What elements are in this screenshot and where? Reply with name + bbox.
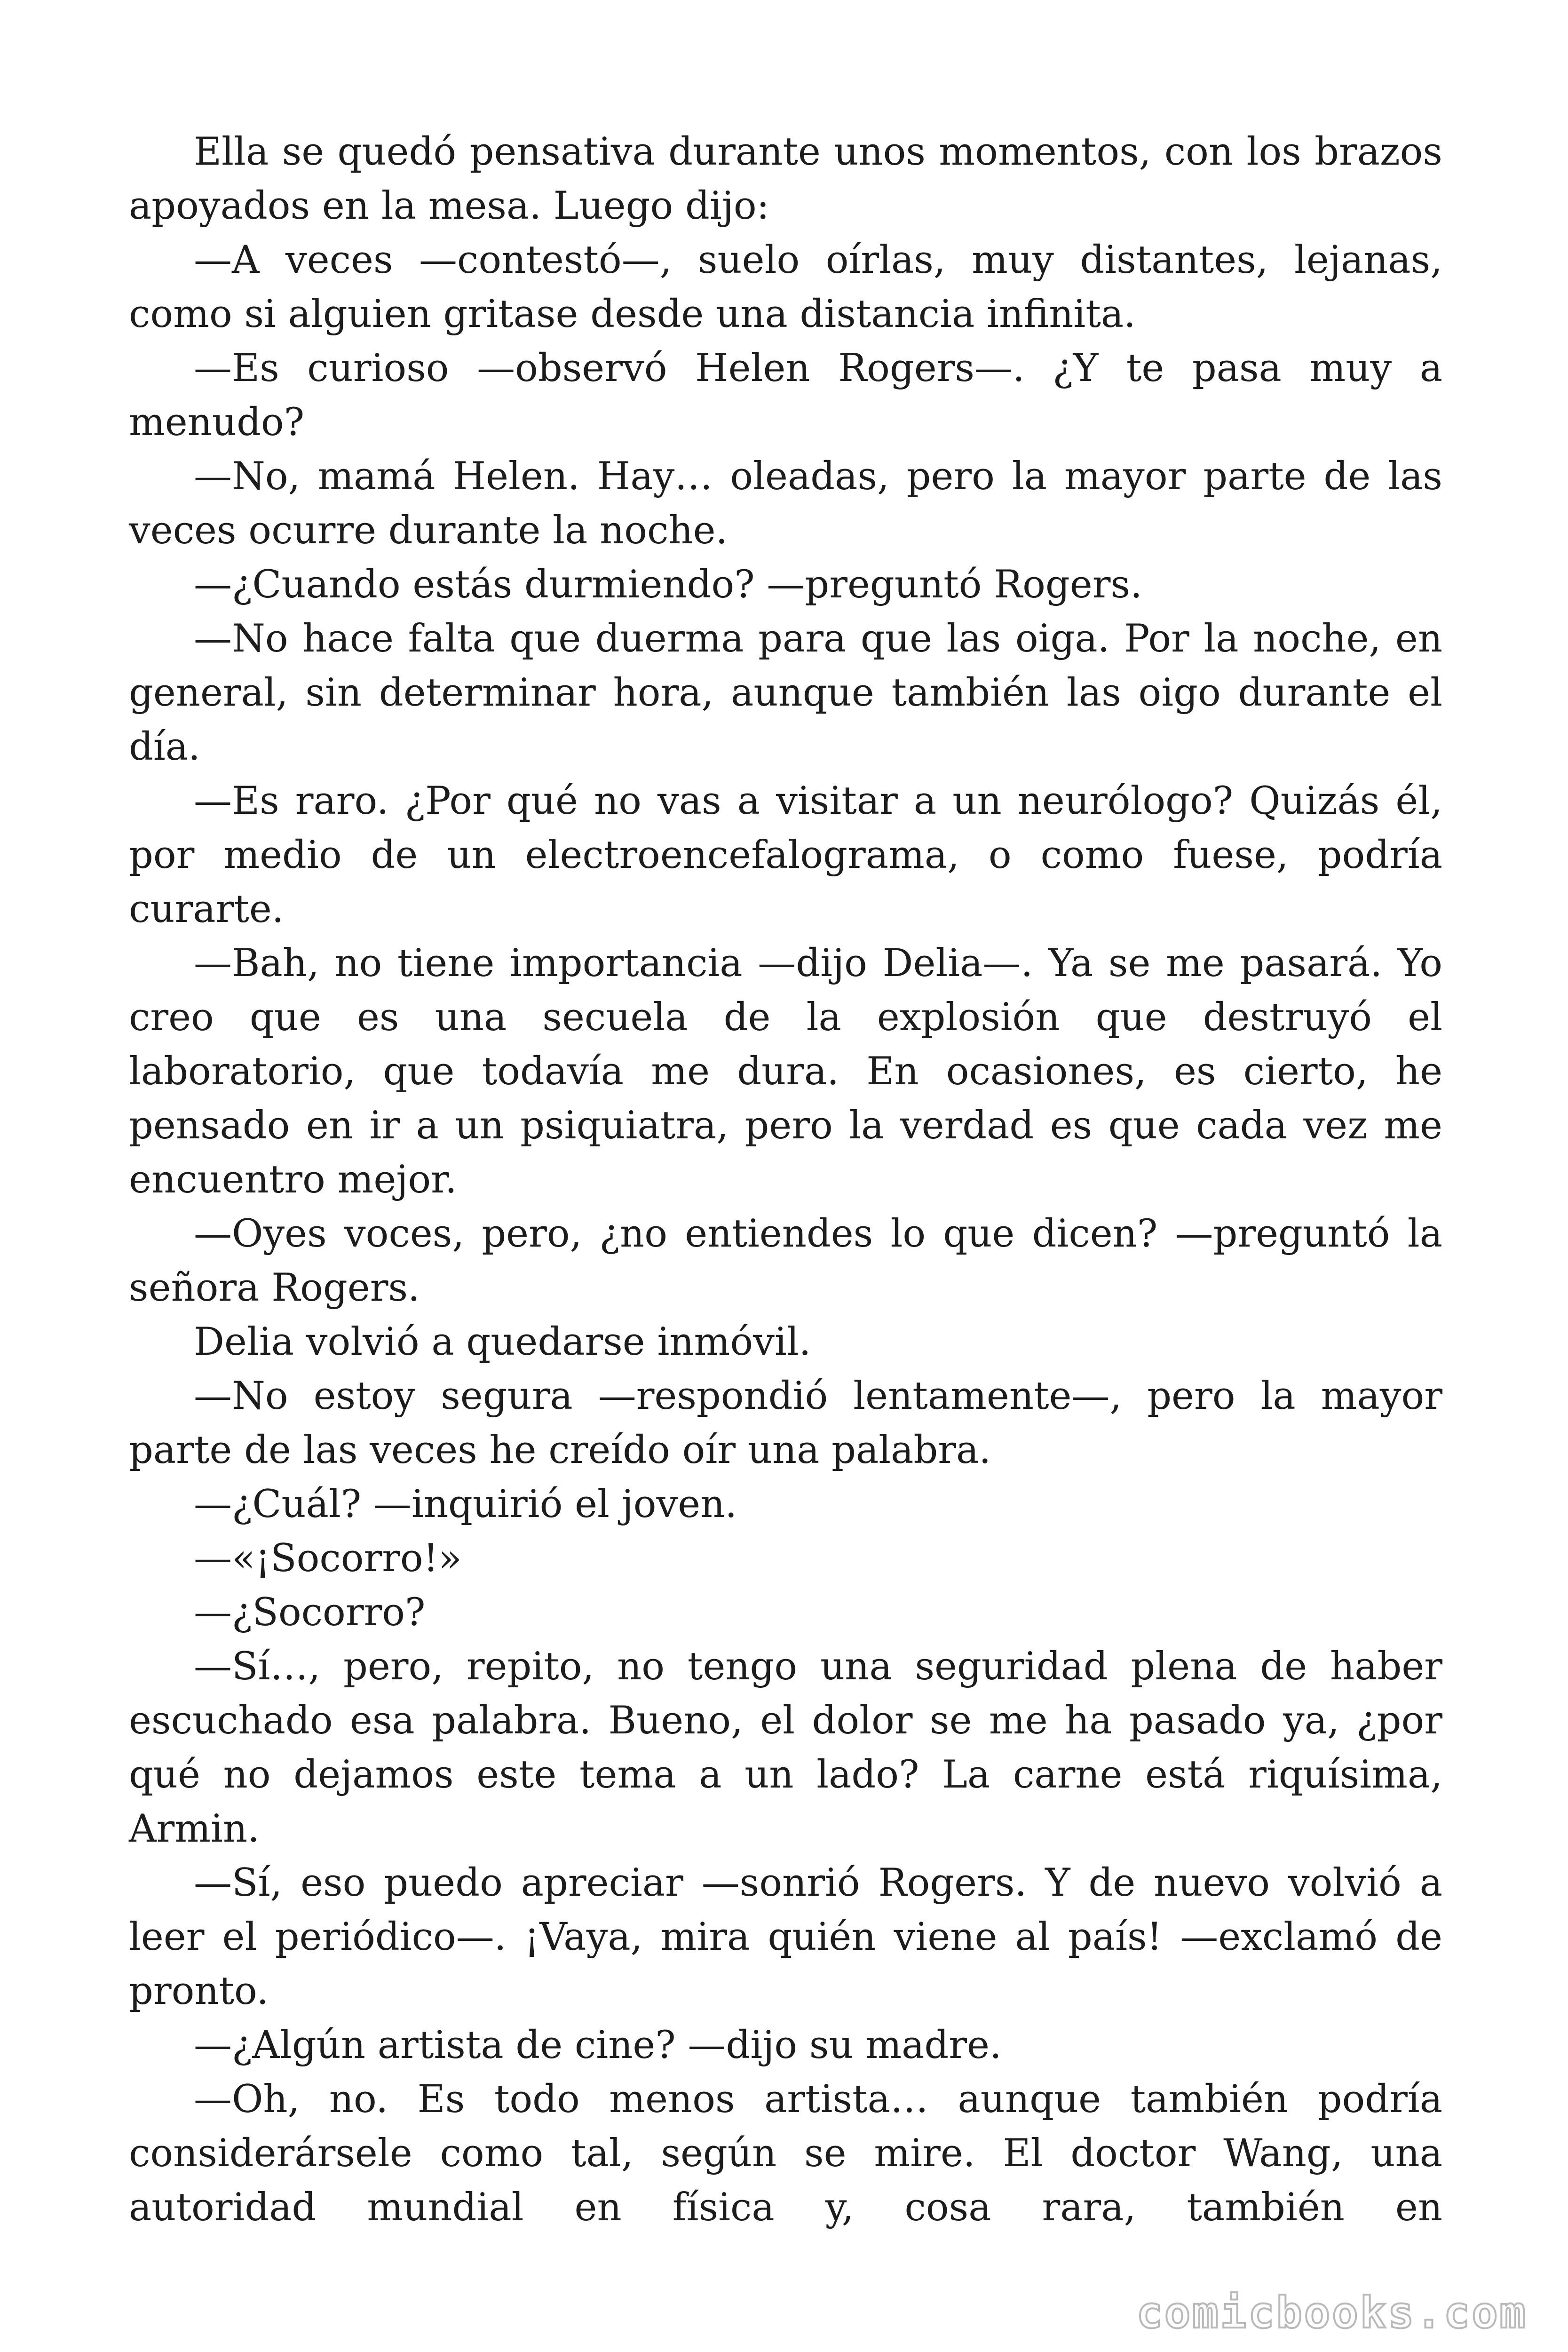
paragraph-9: —Oyes voces, pero, ¿no entiendes lo que dicen? —preguntó la señora Rogers. [129, 1212, 1442, 1310]
paragraph-17: —¿Algún artista de cine? —dijo su madre. [194, 2023, 1002, 2067]
paragraph-2: —A veces —contestó—, suelo oírlas, muy distantes, lejanas, como si alguien gritase desde una distancia infinita. [129, 238, 1442, 336]
paragraph-5: —¿Cuando estás durmiendo? —preguntó Rogers. [194, 563, 1142, 607]
paragraph-11: —No estoy segura —respondió lentamente—, pero la mayor parte de las veces he creído oír una palabra. [129, 1374, 1442, 1472]
paragraph-4: —No, mamá Helen. Hay… oleadas, pero la mayor parte de las veces ocurre durante la noche. [129, 454, 1442, 553]
paragraph-16: —Sí, eso puedo apreciar —sonrió Rogers. Y de nuevo volvió a leer el periódico—. ¡Vaya, mira quién viene al país! —exclamó de pronto. [129, 1861, 1442, 2013]
paragraph-15: —Sí…, pero, repito, no tengo una seguridad plena de haber escuchado esa palabra. Bueno, el dolor se me ha pasado ya, ¿por qué no dejamos este tema a un lado? La carne está riquísima, Armin. [129, 1645, 1442, 1851]
paragraph-18: —Oh, no. Es todo menos artista… aunque también podría considerársele como tal, según se mire. El doctor Wang, una autoridad mundial en física y, cosa rara, también en [129, 2077, 1442, 2230]
paragraph-8: —Bah, no tiene importancia —dijo Delia—. Ya se me pasará. Yo creo que es una secuela de la explosión que destruyó el laboratorio, que todavía me dura. En ocasiones, es cierto, he pensado en ir a un psiquiatra, pero la verdad es que cada vez me encuentro mejor. [129, 941, 1442, 1202]
paragraph-1: Ella se quedó pensativa durante unos momentos, con los brazos apoyados en la mesa. Luego dijo: [129, 130, 1442, 228]
paragraph-10: Delia volvió a quedarse inmóvil. [194, 1320, 811, 1364]
paragraph-12: —¿Cuál? —inquirió el joven. [194, 1482, 737, 1526]
paragraph-3: —Es curioso —observó Helen Rogers—. ¿Y te pasa muy a menudo? [129, 346, 1442, 445]
paragraph-7: —Es raro. ¿Por qué no vas a visitar a un neurólogo? Quizás él, por medio de un electroencefalograma, o como fuese, podría curarte. [129, 779, 1442, 931]
paragraph-6: —No hace falta que duerma para que las oiga. Por la noche, en general, sin determinar hora, aunque también las oigo durante el día. [129, 617, 1442, 769]
site-watermark: comicbooks.com [1136, 2288, 1528, 2338]
paragraph-13: —«¡Socorro!» [194, 1536, 462, 1581]
book-page-text [129, 125, 1442, 2235]
paragraph-14: —¿Socorro? [194, 1590, 426, 1635]
